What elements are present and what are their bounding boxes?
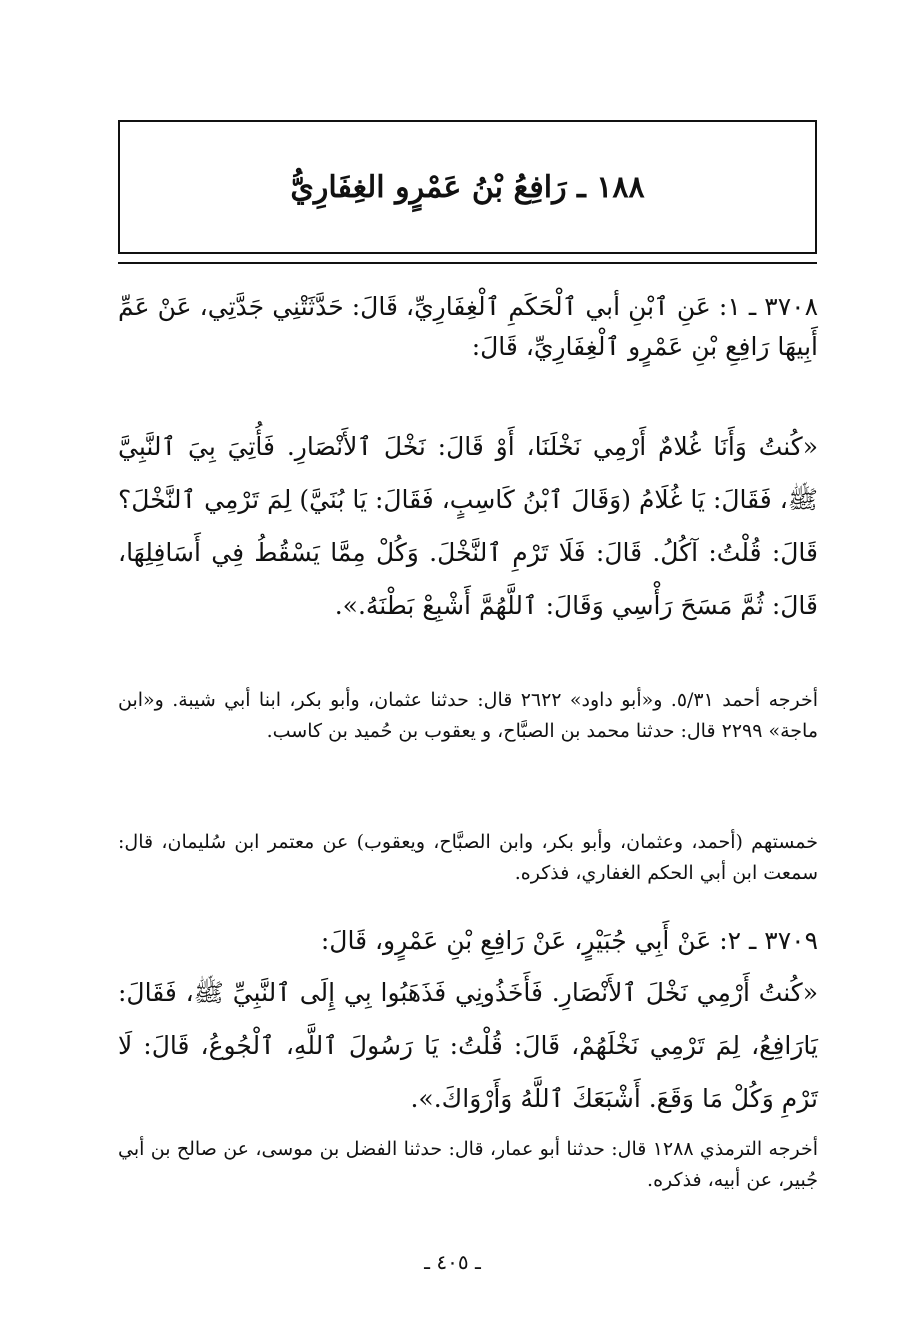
chapter-title: ١٨٨ ـ رَافِعُ بْنُ عَمْرٍو الغِفَارِيُّ	[290, 169, 645, 205]
hadith-3708-isnad: ٣٧٠٨ ـ ١: عَنِ ٱبْنِ أبي ٱلْحَكَمِ ٱلْغِفَارِيِّ، قَالَ: حَدَّثَتْنِي جَدَّتِي، عَنْ عَمِّ أَبِيهَا رَافِعِ بْنِ عَمْرٍو ٱلْغِفَارِيِّ، قَالَ:	[118, 292, 818, 361]
hadith-3709-takhrij: أخرجه الترمذي ١٢٨٨ قال: حدثنا أبو عمار، قال: حدثنا الفضل بن موسى، عن صالح بن أبي جُبير، عن أبيه، فذكره.	[118, 1138, 818, 1191]
hadith-3708-matn: «كُنتُ وَأَنَا غُلامٌ أَرْمِي نَخْلَنَا، أَوْ قَالَ: نَخْلَ ٱلأَنْصَارِ. فَأُتِيَ بِيَ ٱلنَّبِيَّ ﷺ، فَقَالَ: يَا غُلَامُ (وَقَالَ ٱبْنُ كَاسِبٍ، فَقَالَ: يَا بُنَيَّ) لِمَ تَرْمِي ٱلنَّخْلَ؟ قَالَ: قُلْتُ: آكُلُ. قَالَ: فَلَا تَرْمِ ٱلنَّخْلَ. وَكُلْ مِمَّا يَسْقُطُ فِي أَسَافِلِهَا، قَالَ: ثُمَّ مَسَحَ رَأْسِي وَقَالَ: ٱللَّهُمَّ أَشْبِعْ بَطْنَهُ.».	[118, 432, 818, 620]
hadith-3709-isnad: ٣٧٠٩ ـ ٢: عَنْ أَبِي جُبَيْرٍ، عَنْ رَافِعِ بْنِ عَمْرٍو، قَالَ:	[320, 926, 818, 955]
hadith-3708-takhrij-summary: خمستهم (أحمد، وعثمان، وأبو بكر، وابن الصبَّاح، ويعقوب) عن معتمر ابن سُليمان، قال: سمعت ابن أبي الحكم الغفاري، فذكره.	[118, 831, 818, 884]
hadith-3709-matn: «كُنتُ أَرْمِي نَخْلَ ٱلأَنْصَارِ. فَأَخَذُونِي فَذَهَبُوا بِي إِلَى ٱلنَّبِيِّ ﷺ، فَقَالَ: يَارَافِعُ، لِمَ تَرْمِي نَخْلَهُمْ، قَالَ: قُلْتُ: يَا رَسُولَ ٱللَّهِ، ٱلْجُوعُ، قَالَ: لَا تَرْمِ وَكُلْ مَا وَقَعَ. أَشْبَعَكَ ٱللَّهُ وَأَرْوَاكَ.».	[118, 978, 818, 1113]
hadith-3708-takhrij: أخرجه أحمد ٥/٣١. و«أبو داود» ٢٦٢٢ قال: حدثنا عثمان، وأبو بكر، ابنا أبي شيبة. و«ابن ماجة» ٢٢٩٩ قال: حدثنا محمد بن الصبَّاح، و يعقوب بن حُميد بن كاسب.	[118, 689, 819, 742]
title-divider	[118, 262, 817, 264]
page-number: ـ ٤٠٥ ـ	[424, 1250, 481, 1274]
chapter-title-box	[118, 120, 817, 254]
